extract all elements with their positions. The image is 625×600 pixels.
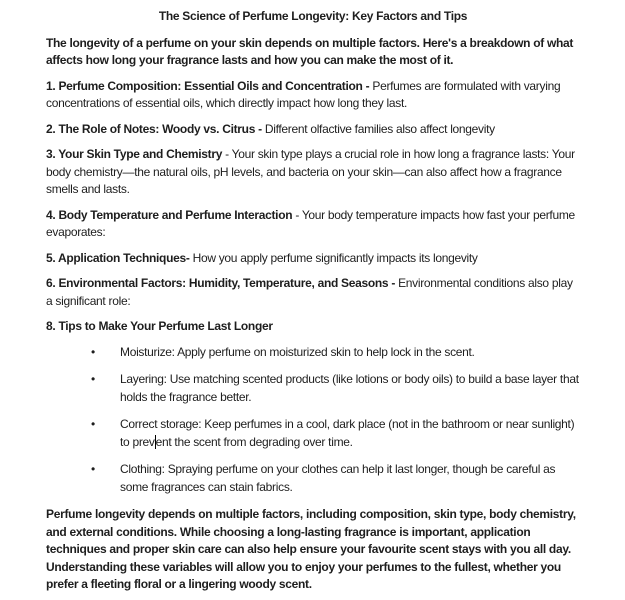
document-title[interactable]: The Science of Perfume Longevity: Key Factors and Tips	[158, 9, 468, 23]
section-2-body: Different olfactive families also affect longevity	[261, 121, 495, 136]
bullet-text: Clothing: Spraying perfume on your clothes can help it last longer, though be careful as some fragrances can stain fabrics.	[120, 462, 556, 494]
bullet-text-before-cursor: Correct storage: Keep perfumes in a cool, dark place (not in the bathroom or near sunlight) to prev	[120, 417, 575, 449]
section-1-paragraph[interactable]	[46, 78, 580, 113]
tips-list	[46, 344, 580, 497]
section-1-heading: 1. Perfume Composition: Essential Oils and Concentration -	[46, 78, 370, 93]
section-2-heading: 2. The Role of Notes: Woody vs. Citrus -	[46, 121, 262, 136]
intro-paragraph[interactable]: The longevity of a perfume on your skin depends on multiple factors. Here's a breakdown of what affects how long your fragrance lasts and how you can make the most of it.	[46, 35, 574, 67]
section-4-body: - Your body temperature impacts how fast your perfume evaporates:	[46, 207, 575, 239]
section-6-heading: 6. Environmental Factors: Humidity, Temperature, and Seasons -	[46, 276, 396, 290]
list-item-correct-storage[interactable]	[46, 416, 580, 451]
section-6-body: Environmental conditions also play a significant role:	[46, 276, 573, 308]
section-3-body: - Your skin type plays a crucial role in how long a fragrance lasts: Your body chemistry—the natural oils, pH levels, and bacteria on your skin—can also affect how a fragrance smells and lasts.	[46, 147, 575, 196]
bullet-text-after-cursor: ent the scent from degrading over time.	[155, 434, 353, 449]
bullet-text: Layering: Use matching scented products (like lotions or body oils) to build a base layer that holds the fragrance better.	[120, 372, 579, 404]
list-item-clothing[interactable]	[46, 461, 580, 496]
section-4-paragraph[interactable]	[46, 207, 580, 242]
section-4-heading: 4. Body Temperature and Perfume Interaction	[46, 207, 293, 222]
section-3-paragraph[interactable]	[46, 146, 580, 199]
conclusion-paragraph[interactable]: Perfume longevity depends on multiple factors, including composition, skin type, body chemistry, and external conditions. While choosing a long-lasting fragrance is important, application techniques and proper skin care can also help ensure your favourite scent stays with you all day. Understanding these variables will allow you to enjoy your perfumes to the fullest, whether you prefer a fleeting floral or a lingering woody scent.	[46, 507, 576, 591]
section-6-paragraph[interactable]	[46, 275, 580, 310]
tips-heading[interactable]: 8. Tips to Make Your Perfume Last Longer	[46, 319, 273, 333]
section-5-body: How you apply perfume significantly impacts its longevity	[189, 250, 478, 265]
section-5-paragraph[interactable]	[46, 250, 580, 268]
bullet-text: Moisturize: Apply perfume on moisturized skin to help lock in the scent.	[120, 344, 475, 359]
section-2-paragraph[interactable]	[46, 121, 580, 139]
list-item-layering[interactable]	[46, 371, 580, 406]
section-1-body: Perfumes are formulated with varying concentrations of essential oils, which directly impact how long they last.	[46, 78, 561, 110]
section-5-heading: 5. Application Techniques-	[46, 250, 190, 265]
list-item-moisturize[interactable]	[46, 344, 580, 362]
section-3-heading: 3. Your Skin Type and Chemistry	[46, 147, 223, 161]
